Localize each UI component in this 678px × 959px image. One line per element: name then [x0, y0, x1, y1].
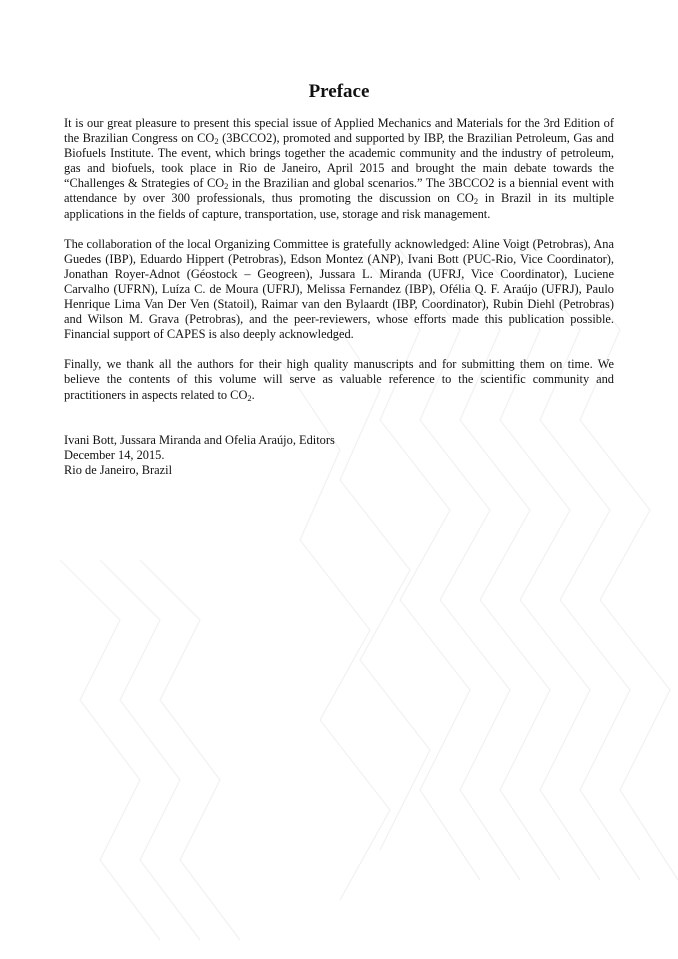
- preface-paragraph-acknowledgements: The collaboration of the local Organizing Committee is gratefully acknowledged: Aline Voigt (Petrobras), Ana Guedes (IBP), Eduardo Hippert (Petrobras), Edson Montez (ANP), Ivani Bott (PUC-Rio, Vice Coordinator), Jonathan Royer-Adnot (Géostock – Geogreen), Jussara L. Miranda (UFRJ, Vice Coordinator), Luciene Carvalho (UFRN), Luíza C. de Moura (UFRJ), Melissa Fernandez (IBP), Ofélia Q. F. Araújo (UFRJ), Paulo Henrique Lima Van Der Ven (Statoil), Raimar van den Bylaardt (IBP, Coordinator), Rubin Diehl (Petrobras) and Wilson M. Grava (Petrobras), and the peer-reviewers, whose efforts made this publication possible. Financial support of CAPES is also deeply acknowledged.: [64, 236, 614, 342]
- signature-place: Rio de Janeiro, Brazil: [64, 462, 173, 477]
- subscript-text: 2: [247, 392, 252, 403]
- signature-editors: Ivani Bott, Jussara Miranda and Ofelia Araújo, Editors: [64, 432, 335, 447]
- preface-content: [64, 80, 614, 478]
- subscript-text: 2: [214, 136, 219, 147]
- subscript-text: 2: [224, 181, 229, 192]
- paragraph-text: in the Brazilian and global scenarios.” The 3BCCO2 is a biennial event with attendance by over 300 professionals, thus promoting the discussion on CO: [64, 176, 614, 206]
- signature-block: [64, 433, 614, 478]
- page-title: Preface: [308, 81, 370, 102]
- subscript-text: 2: [473, 196, 479, 207]
- paragraph-text: in Brazil in its multiple applications in the fields of capture, transportation, use, storage and risk management.: [64, 191, 614, 221]
- paragraph-text: (3BCCO2), promoted and supported by IBP, the Brazilian Petroleum, Gas and Biofuels Institute. The event, which brings together the academic community and the industry of petroleum, gas and biofuels, took place in Rio de Janeiro, April 2015 and brought the main debate towards the “Challenges & Strategies of CO: [64, 131, 614, 191]
- preface-paragraph-closing: [64, 357, 614, 402]
- paragraph-text: Finally, we thank all the authors for their high quality manuscripts and for submitting them on time. We believe the contents of this volume will serve as valuable reference to the scientific community and practitioners in aspects related to CO: [64, 357, 614, 402]
- preface-paragraph-intro: [64, 116, 614, 222]
- paragraph-text: .: [251, 387, 255, 402]
- paragraph-text: It is our great pleasure to present this special issue of Applied Mechanics and Materials for the 3rd Edition of the Brazilian Congress on CO: [64, 116, 614, 146]
- signature-date: December 14, 2015.: [64, 447, 165, 462]
